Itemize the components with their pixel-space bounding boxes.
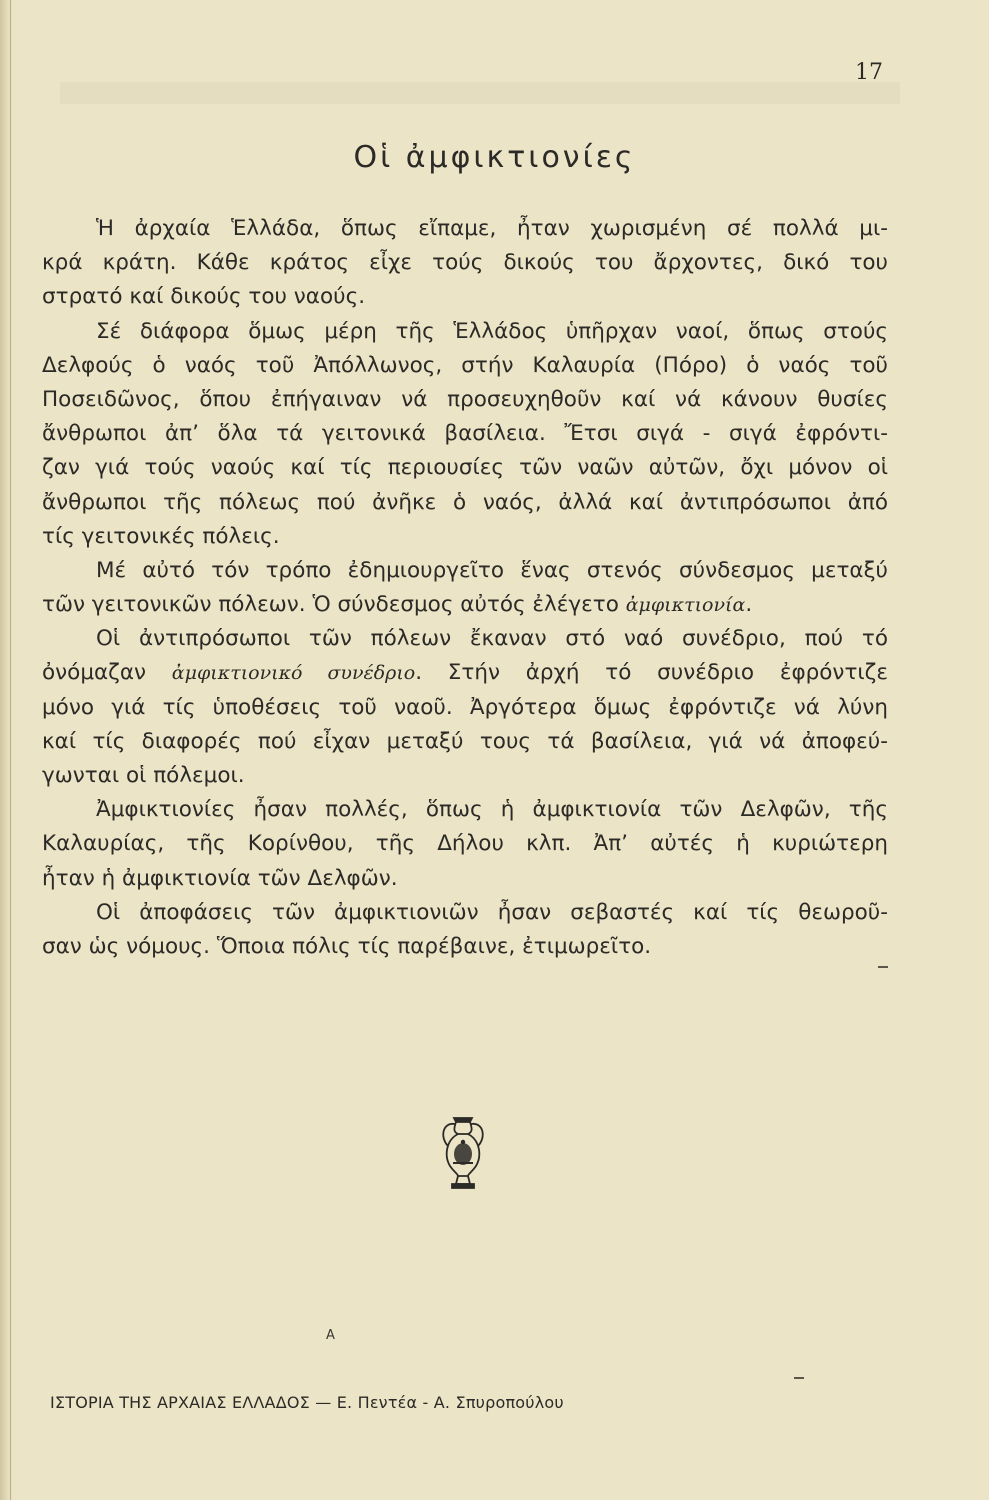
text-line [42,691,888,725]
line-text: γωνται οἱ πόλεμοι. [42,763,245,788]
text-line [42,622,888,656]
margin-dash [794,1377,804,1379]
page-binding-edge [0,0,14,1500]
line-text: ζαν γιά τούς ναούς καί τίς περιουσίες τῶν ναῶν αὐτῶν, ὄχι μόνον οἱ [42,455,888,481]
text-line [42,486,888,520]
printer-mark: Α [326,1328,335,1343]
line-text: στρατό καί δικούς του ναούς. [42,284,366,310]
emphasized-term: ἀμφικτιονία [625,594,746,617]
text-line [42,656,888,690]
text-line [42,246,888,280]
line-text: Ἡ ἀρχαία Ἑλλάδα, ὅπως εἴπαμε, ἦταν χωρισμένη σέ πολλά μι- [96,216,888,241]
text-line [42,315,888,349]
line-text: τῶν γειτονικῶν πόλεων. Ὁ σύνδεσμος αὐτός ἐλέγετο [42,592,626,618]
page-title: Οἱ ἀμφικτιονίες [353,140,636,175]
text-line [42,588,888,622]
line-text: Οἱ ἀποφάσεις τῶν ἀμφικτιονιῶν ἦσαν σεβαστές καί τίς θεωροῦ- [96,899,888,925]
show-through-band [60,82,900,104]
line-text: Δελφούς ὁ ναός τοῦ Ἀπόλλωνος, στήν Καλαυρία (Πόρο) ὁ ναός τοῦ [42,352,888,378]
text-line [42,280,888,314]
line-text-tail: . Στήν ἀρχή τό συνέδριο ἐφρόντιζε [415,660,888,686]
line-text: ὀνόμαζαν [42,660,172,686]
binding-line [10,0,11,1500]
line-text: ἄνθρωποι τῆς πόλεως πού ἀνῆκε ὁ ναός, ἀλλά καί ἀντιπρόσωποι ἀπό [42,489,888,515]
text-line [42,520,888,554]
line-text: ἦταν ἡ ἀμφικτιονία τῶν Δελφῶν. [42,865,398,891]
text-line [42,554,888,588]
emphasized-term: ἀμφικτιονικό συνέδριο [171,662,416,685]
line-text: ἄνθρωποι ἀπ’ ὅλα τά γειτονικά βασίλεια. Ἔτσι σιγά - σιγά ἐφρόντι- [42,421,888,447]
text-line [42,759,888,793]
line-text: Μέ αὐτό τόν τρόπο ἐδημιουργεῖτο ἕνας στενός σύνδεσμος μεταξύ [96,557,888,583]
line-text: Οἱ ἀντιπρόσωποι τῶν πόλεων ἔκαναν στό ναό συνέδριο, πού τό [96,626,888,652]
text-line [42,349,888,383]
footer-credit: ΙΣΤΟΡΙΑ ΤΗΣ ΑΡΧΑΙΑΣ ΕΛΛΑΔΟΣ — Ε. Πεντέα - Α. Σπυροπούλου [50,1393,564,1412]
page-number: 17 [855,60,883,85]
text-line [42,212,888,246]
line-text: καί τίς διαφορές πού εἶχαν μεταξύ τους τά βασίλεια, γιά νά ἀποφεύ- [42,728,888,754]
text-line [42,862,888,896]
line-text: τίς γειτονικές πόλεις. [42,523,280,549]
text-line [42,451,888,485]
line-text: Σέ διάφορα ὅμως μέρη τῆς Ἑλλάδος ὑπῆρχαν ναοί, ὅπως στούς [96,318,888,344]
text-line [42,383,888,417]
body-text [42,212,888,964]
text-line [42,417,888,451]
line-text-tail: . [745,592,753,618]
text-line [42,930,888,964]
line-text: Ποσειδῶνος, ὅπου ἐπήγαιναν νά προσευχηθοῦν καί νά κάνουν θυσίες [42,386,888,412]
line-text: σαν ὡς νόμους. Ὅποια πόλις τίς παρέβαινε, ἐτιμωρεῖτο. [42,933,652,959]
text-line [42,725,888,759]
amphora-ornament-icon [436,1112,490,1196]
line-text: κρά κράτη. Κάθε κράτος εἶχε τούς δικούς του ἄρχοντες, δικό του [42,250,888,276]
line-text: μόνο γιά τίς ὑποθέσεις τοῦ ναοῦ. Ἀργότερα ὅμως ἐφρόντιζε νά λύνη [42,694,888,720]
margin-dash [878,966,888,968]
line-text: Ἀμφικτιονίες ἦσαν πολλές, ὅπως ἡ ἀμφικτιονία τῶν Δελφῶν, τῆς [96,797,888,823]
text-line [42,793,888,827]
text-line [42,827,888,861]
text-line [42,896,888,930]
line-text: Καλαυρίας, τῆς Κορίνθου, τῆς Δήλου κλπ. Ἀπ’ αὐτές ἡ κυριώτερη [42,831,888,857]
